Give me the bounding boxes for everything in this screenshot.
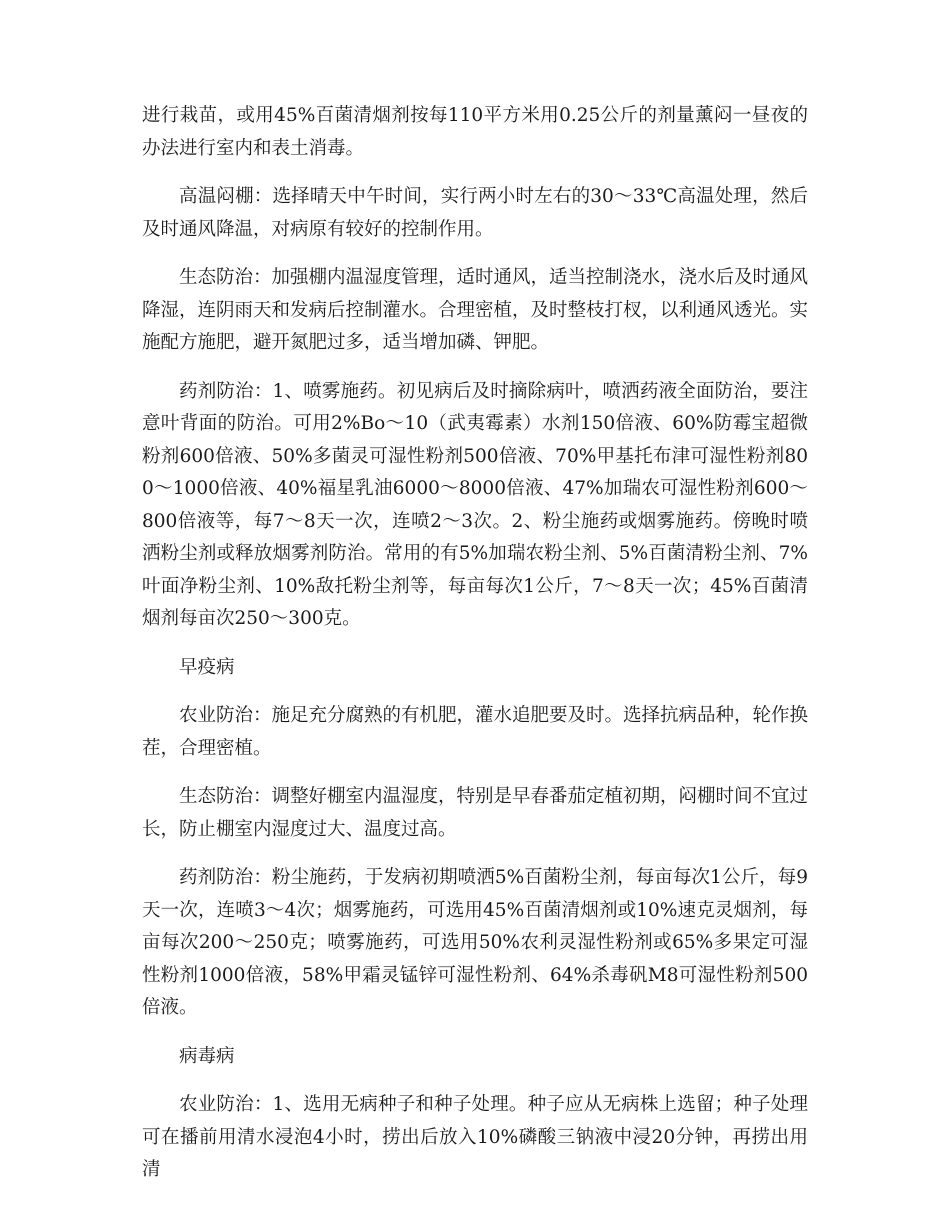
paragraph-chemical-control-2: 药剂防治：粉尘施药，于发病初期喷洒5%百菌粉尘剂，每亩每次1公斤，每9天一次，连喷3～4次；烟雾施药，可选用45%百菌清烟剂或10%速克灵烟剂，每亩每次200～250克；喷雾施药，可选用50%农利灵湿性粉剂或65%多果定可湿性粉剂1000倍液，58%甲霜灵锰锌可湿性粉剂、64%杀毒矾M8可湿性粉剂500倍液。 [142,867,808,1018]
paragraph-ecological-control: 生态防治：加强棚内温湿度管理，适时通风，适当控制浇水，浇水后及时通风降湿，连阴雨天和发病后控制灌水。合理密植，及时整枝打杈，以利通风透光。实施配方施肥，避开氮肥过多，适当增加磷、钾肥。 [142,267,809,353]
paragraph-agricultural-control: 农业防治：施足充分腐熟的有机肥，灌水追肥要及时。选择抗病品种，轮作换茬，合理密植。 [142,705,809,759]
paragraph-agricultural-control-2: 农业防治：1、选用无病种子和种子处理。种子应从无病株上选留；种子处理可在播前用清水浸泡4小时，捞出后放入10%磷酸三钠液中浸20分钟，再捞出用清 [142,1094,808,1180]
paragraph-high-temp-greenhouse: 高温闷棚：选择晴天中午时间，实行两小时左右的30～33℃高温处理，然后及时通风降温，对病原有较好的控制作用。 [142,186,808,240]
document-body [142,100,808,1203]
paragraph-continuation: 进行栽苗，或用45%百菌清烟剂按每110平方米用0.25公斤的剂量薰闷一昼夜的办法进行室内和表土消毒。 [142,105,808,159]
paragraph-chemical-control: 药剂防治：1、喷雾施药。初见病后及时摘除病叶，喷洒药液全面防治，要注意叶背面的防治。可用2%Bo～10（武夷霉素）水剂150倍液、60%防霉宝超微粉剂600倍液、50%多菌灵可湿性粉剂500倍液、70%甲基托布津可湿性粉剂800～1000倍液、40%福星乳油6000～8000倍液、47%加瑞农可湿性粉剂600～800倍液等，每7～8天一次，连喷2～3次。2、粉尘施药或烟雾施药。傍晚时喷洒粉尘剂或释放烟雾剂防治。常用的有5%加瑞农粉尘剂、5%百菌清粉尘剂、7%叶面净粉尘剂、10%敌托粉尘剂等，每亩每次1公斤，7～8天一次；45%百菌清烟剂每亩次250～300克。 [142,380,808,629]
heading-early-blight: 早疫病 [179,656,235,678]
paragraph-ecological-control-2: 生态防治：调整好棚室内温湿度，特别是早春番茄定植初期，闷棚时间不宜过长，防止棚室内湿度过大、温度过高。 [142,786,809,840]
heading-virus-disease: 病毒病 [179,1045,235,1067]
